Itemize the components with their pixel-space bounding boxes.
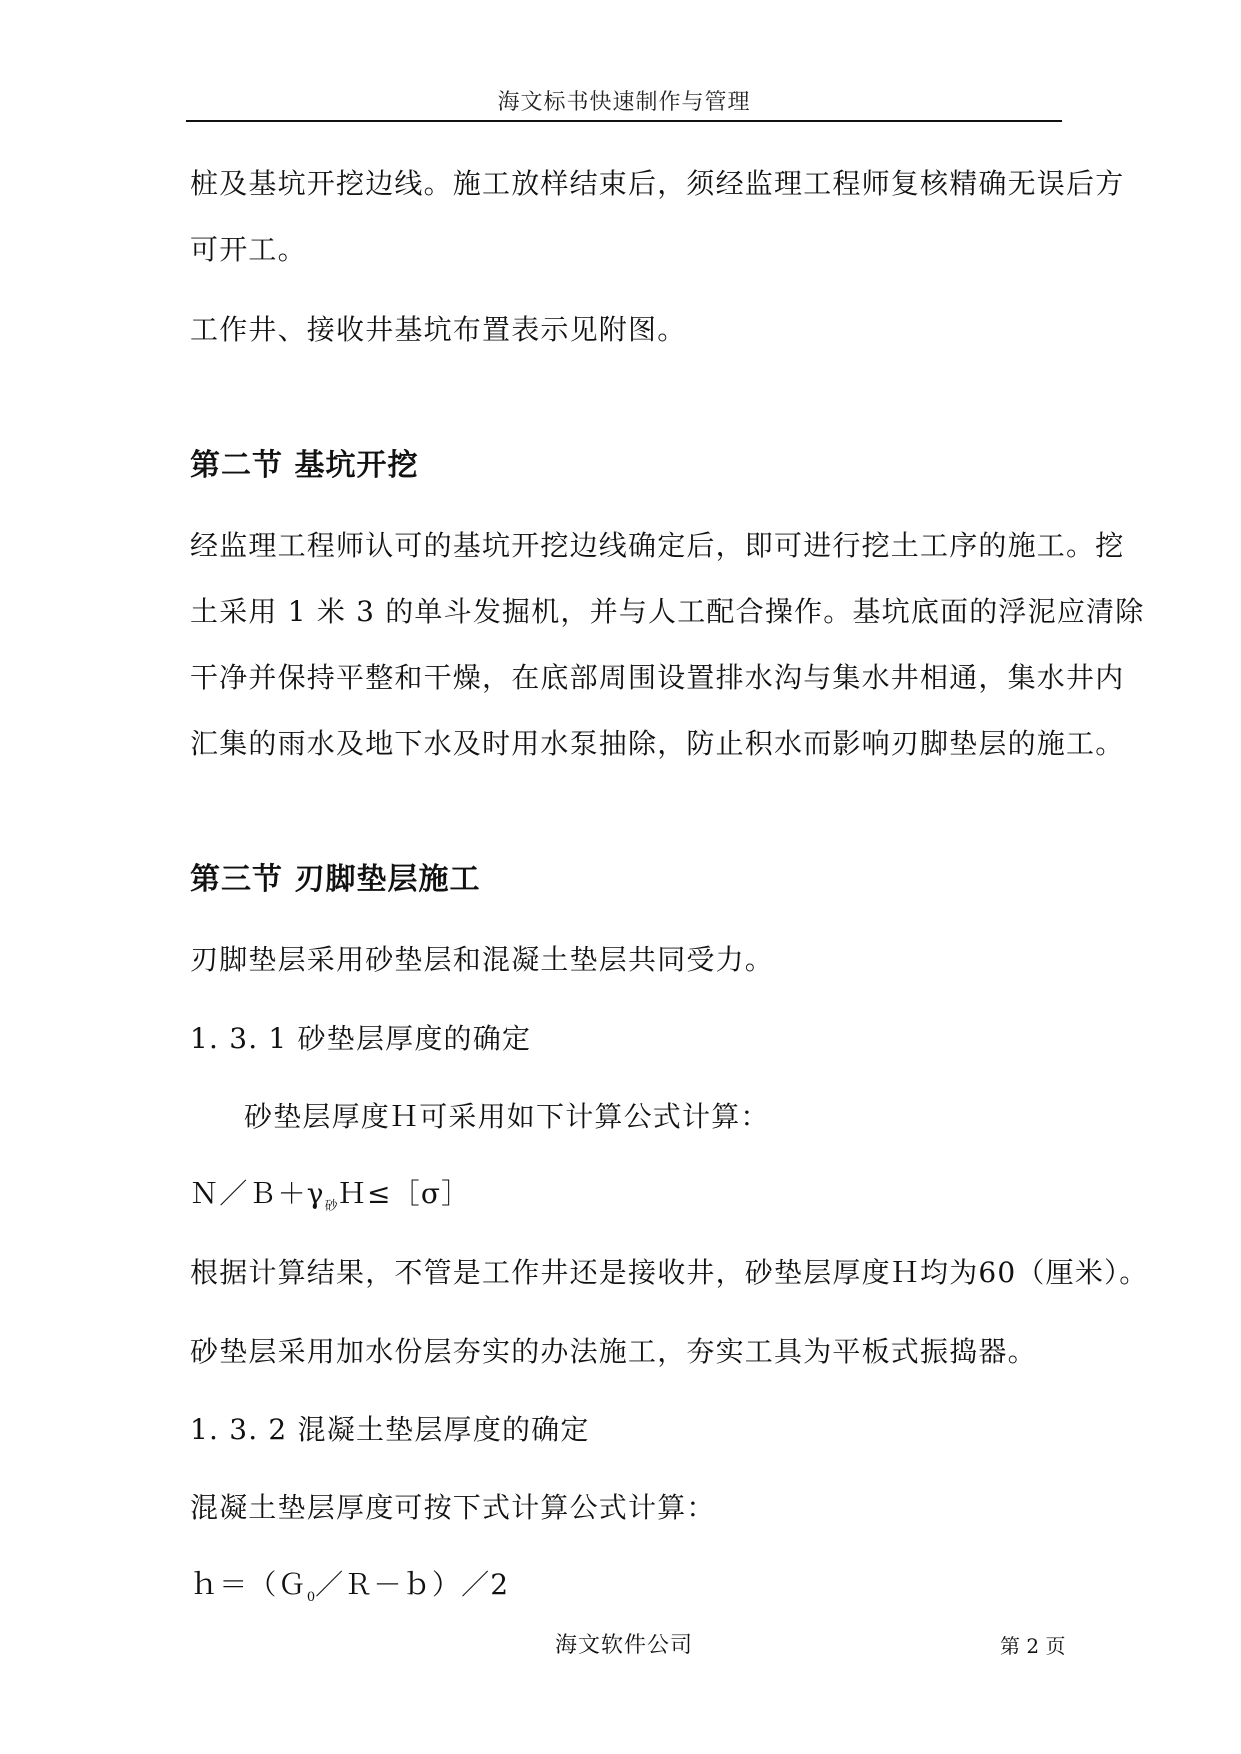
paragraph-line: 桩及基坑开挖边线。施工放样结束后，须经监理工程师复核精确无误后方 (190, 167, 1125, 200)
formula-sand-cushion (190, 1177, 470, 1217)
footer-company: 海文软件公司 (554, 1633, 693, 1658)
formula-part: ／Ｒ－ｂ）／2 (315, 1568, 510, 1601)
formula-subscript: 0 (306, 1590, 316, 1605)
formula-concrete-cushion (190, 1568, 509, 1608)
paragraph-line: 工作井、接收井基坑布置表示见附图。 (190, 313, 687, 346)
header-divider (186, 120, 1062, 122)
paragraph-line: 可开工。 (190, 233, 307, 266)
subsection-title: 1. 3. 1 砂垫层厚度的确定 (190, 1022, 532, 1055)
paragraph-line: 经监理工程师认可的基坑开挖边线确定后，即可进行挖土工序的施工。挖 (190, 529, 1125, 562)
paragraph-line: 土采用 1 米 3 的单斗发掘机，并与人工配合操作。基坑底面的浮泥应清除 (190, 595, 1145, 628)
section-heading-cushion: 第三节 刃脚垫层施工 (190, 862, 481, 897)
formula-part: Ｎ／Ｂ＋γ (190, 1177, 325, 1210)
paragraph-line: 混凝土垫层厚度可按下式计算公式计算： (190, 1491, 716, 1524)
page-header-title: 海文标书快速制作与管理 (497, 90, 751, 115)
paragraph-line: 砂垫层采用加水份层夯实的办法施工，夯实工具为平板式振捣器。 (190, 1335, 1037, 1368)
subsection-title: 1. 3. 2 混凝土垫层厚度的确定 (190, 1413, 590, 1446)
paragraph-line: 砂垫层厚度Ｈ可采用如下计算公式计算： (244, 1100, 770, 1133)
footer-page-number: 第 2 页 (1000, 1634, 1066, 1658)
formula-part: ｈ＝（Ｇ (190, 1568, 307, 1601)
paragraph-line: 干净并保持平整和干燥，在底部周围设置排水沟与集水井相通，集水井内 (190, 661, 1125, 694)
formula-subscript: 砂 (324, 1199, 338, 1214)
paragraph-line: 根据计算结果，不管是工作井还是接收井，砂垫层厚度Ｈ均为60（厘米）。 (190, 1256, 1149, 1289)
paragraph-line: 汇集的雨水及地下水及时用水泵抽除，防止积水而影响刃脚垫层的施工。 (190, 727, 1125, 760)
section-heading-excavation: 第二节 基坑开挖 (190, 448, 419, 483)
formula-part: Ｈ≤［σ］ (337, 1177, 471, 1210)
paragraph-line: 刃脚垫层采用砂垫层和混凝土垫层共同受力。 (190, 943, 775, 976)
